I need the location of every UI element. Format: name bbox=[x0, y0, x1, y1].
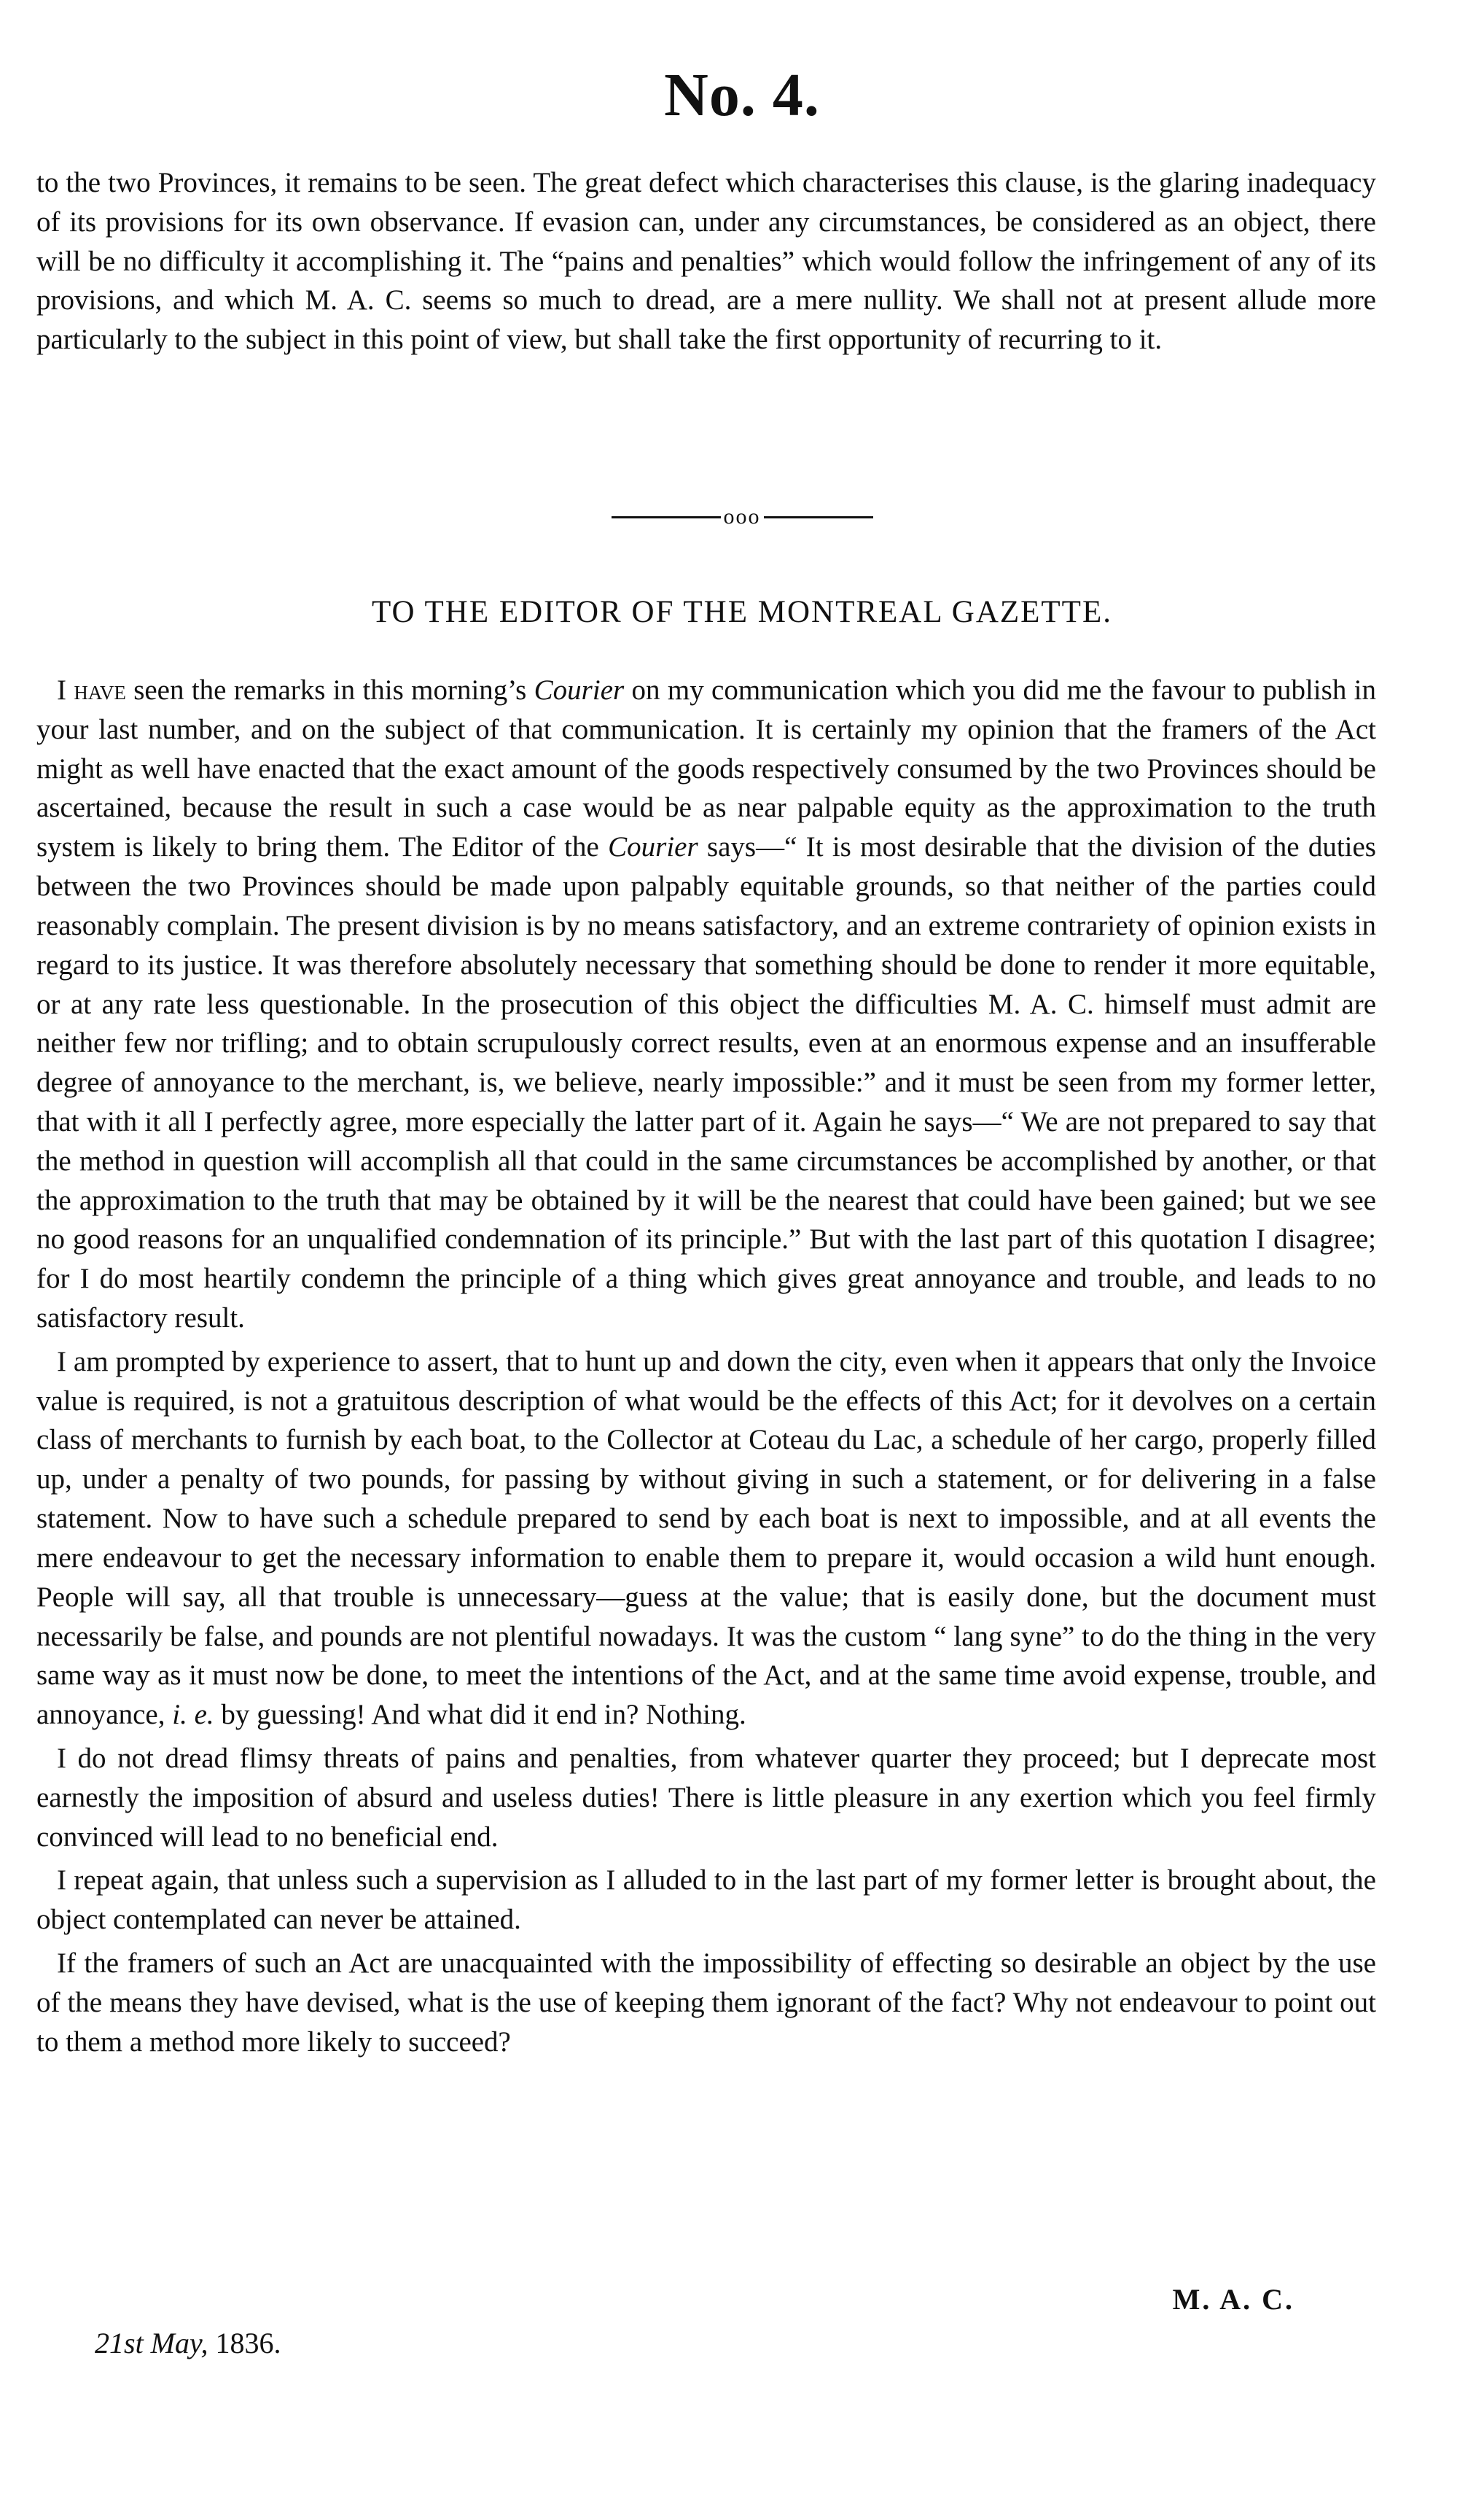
letter-body bbox=[36, 671, 1376, 2066]
divider-rule-left bbox=[612, 516, 721, 518]
editorial-paragraph: to the two Provinces, it remains to be seen. The great defect which characterises this clause, is the glaring inadequacy of its provisions for its own observance. If evasion can, under any circumstances, be considered as an object, there will be no difficulty it accomplishing it. The “pains and penalties” which would follow the infringement of any of its provisions, and which M. A. C. seems so much to dread, are a mere nullity. We shall not at present allude more particularly to the subject in this point of view, but shall take the first opportunity of recurring to it. bbox=[36, 167, 1376, 356]
divider-ornament: ooo bbox=[723, 505, 761, 529]
letter-text: by guessing! And what did it end in? Nothing. bbox=[214, 1699, 746, 1731]
section-divider bbox=[0, 503, 1484, 529]
letter-text: I am prompted by experience to assert, that to hunt up and down the city, even when it appears that only the Invoice value is required, is not a gratuitous description of what would be the effects of this Act; for it devolves on a certain class of merchants to furnish by each boat, to the Collector at Coteau du Lac, a schedule of her cargo, properly filled up, under a penalty of two pounds, for passing by without giving in such a statement, or for delivering in a false statement. Now to have such a schedule prepared to send by each boat is next to impossible, and at all events the mere endeavour to get the necessary information to enable them to prepare it, would occasion a wild hunt enough. People will say, all that trouble is unnecessary—guess at the value; that is easily done, but the document must necessarily be false, and pounds are not plentiful nowadays. It was the custom “ lang syne” to do the thing in the very same way as it must now be done, to meet the intentions of the Act, and at the same time avoid expense, trouble, and annoyance, bbox=[36, 1345, 1376, 1731]
date-day: 21st May, bbox=[95, 2327, 208, 2359]
letter-text: seen the remarks in this morning’s bbox=[125, 674, 534, 706]
page-number-heading: No. 4. bbox=[664, 61, 820, 129]
letter-paragraph-5: If the framers of such an Act are unacquainted with the impossibility of effecting so desirable an object by the use of the means they have devised, what is the use of keeping them ignorant of the fact? Why not endeavour to point out to them a method more likely to succeed? bbox=[36, 1947, 1376, 2058]
letter-paragraph-4: I repeat again, that unless such a supervision as I alluded to in the last part of my former letter is brought about, the object contemplated can never be attained. bbox=[36, 1864, 1376, 1936]
letter-text: says—“ It is most desirable that the division of the duties between the two Provinces should be made upon palpably equitable grounds, so that neither of the parties could reasonably complain. The present division is by no means satisfactory, and an extreme contrariety of opinion exists in regard to its justice. It was therefore absolutely necessary that something should be done to render it more equitable, or at any rate less questionable. In the prosecution of this object the difficulties M. A. C. himself must admit are neither few nor trifling; and to obtain scrupulously correct results, even at an enormous expense and an insufferable degree of annoyance to the merchant, is, we believe, nearly impossible:” and it must be seen from my former letter, that with it all I perfectly agree, more especially the latter part of it. Again he says—“ We are not prepared to say that the method in question will accomplish all that could in the same circumstances be accomplished by another, or that the approximation to the truth that may be obtained by it will be the nearest that could have been gained; but we see no good reasons for an unqualified condemnation of its principle.” But with the last part of this quotation I disagree; for I do most heartily condemn the principle of a thing which gives great annoyance and trouble, and leads to no satisfactory result. bbox=[36, 831, 1376, 1334]
letter-heading: TO THE EDITOR OF THE MONTREAL GAZETTE. bbox=[372, 595, 1112, 629]
newspaper-name: Courier bbox=[608, 831, 698, 863]
letter-date bbox=[95, 2326, 281, 2360]
letter-signature: M. A. C. bbox=[1172, 2283, 1294, 2316]
letter-paragraph-2 bbox=[36, 1342, 1376, 1735]
editorial-continuation bbox=[36, 163, 1376, 359]
letter-opening-words: I have bbox=[57, 674, 126, 706]
letter-paragraph-3: I do not dread flimsy threats of pains and penalties, from whatever quarter they proceed; but I deprecate most earnestly the imposition of absurd and useless duties! There is little pleasure in any exertion which you feel firmly convinced will lead to no beneficial end. bbox=[36, 1742, 1376, 1853]
divider-rule-right bbox=[764, 516, 873, 518]
letter-paragraph-1 bbox=[36, 671, 1376, 1338]
date-year: 1836. bbox=[208, 2327, 281, 2359]
latin-abbreviation: i. e. bbox=[172, 1699, 214, 1731]
letter-text: on my communication which you did me the favour to publish in your last number, and on the subject of that communication. It is certainly my opinion that the framers of the Act might as well have enacted that the exact amount of the goods respectively consumed by the two Provinces should be ascertained, because the result in such a case would be as near palpable equity as the approximation to the truth system is likely to bring them. The Editor of the bbox=[36, 674, 1377, 863]
newspaper-name: Courier bbox=[534, 674, 625, 706]
